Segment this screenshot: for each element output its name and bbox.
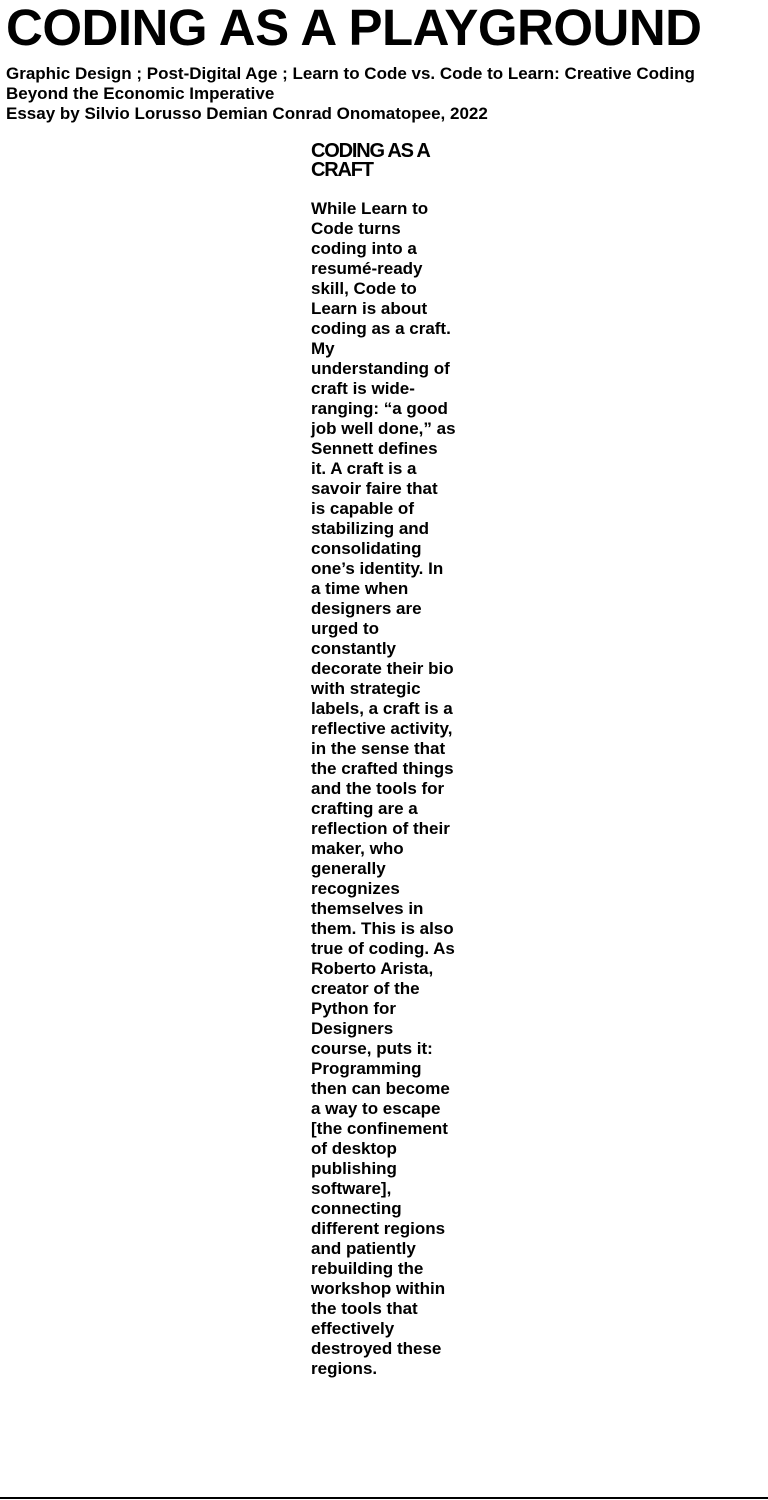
tags-line-1: Graphic Design ; Post-Digital Age ; Learn to Code vs. Code to Learn: Creative Coding	[6, 64, 695, 83]
article-column	[311, 142, 459, 1379]
byline: Essay by Silvio Lorusso Demian Conrad Onomatopee, 2022	[6, 104, 488, 123]
tags-line-2: Beyond the Economic Imperative	[6, 84, 275, 103]
article-paragraph: While Learn to Code turns coding into a resumé-ready skill, Code to Learn is about coding as a craft. My understanding of craft is wide-ranging: “a good job well done,” as Sennett defines it. A craft is a savoir faire that is capable of stabilizing and consolidating one’s identity. In a time when designers are urged to constantly decorate their bio with strategic labels, a craft is a reflective activity, in the sense that the crafted things and the tools for crafting are a reflection of their maker, who generally recognizes themselves in them. This is also true of coding. As Roberto Arista, creator of the Python for Designers course, puts it: Programming then can become a way to escape [the confinement of desktop publishing software], connecting different regions and patiently rebuilding the workshop within the tools that effectively destroyed these regions.	[311, 199, 456, 1378]
bottom-divider	[0, 1497, 768, 1499]
section-heading: CODING AS A CRAFT	[311, 140, 429, 181]
page-title: CODING AS A PLAYGROUND	[6, 0, 702, 56]
article-meta	[6, 64, 756, 124]
